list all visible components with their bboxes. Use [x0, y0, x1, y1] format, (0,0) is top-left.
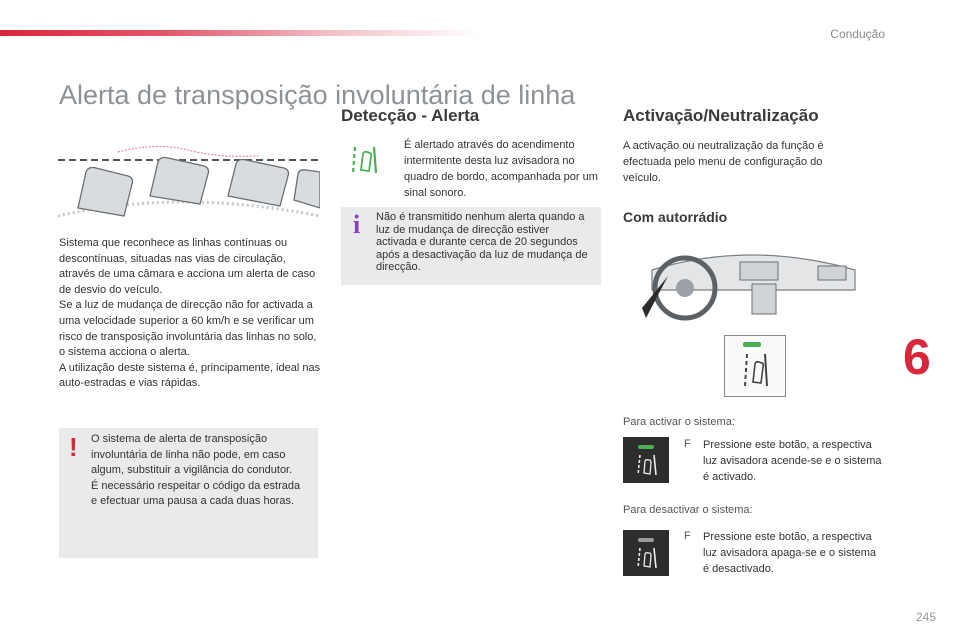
activation-intro: A activação ou neutralização da função é efectuada pelo menu de configuração do veículo. [623, 140, 824, 184]
deactivate-step: Pressione este botão, a respectiva luz avisadora apaga-se e o sistema é desactivado. [703, 531, 877, 575]
info-text: Não é transmitido nenhum alerta quando a luz de mudança de direcção estiver activada e durante cerca de 20 segundos após a desactivação da luz de mudança de direcção. [376, 211, 588, 274]
section-label: Condução [830, 27, 885, 41]
intro-text [59, 236, 321, 392]
activate-step: Pressione este botão, a respectiva luz avisadora acende-se e o sistema é activado. [703, 439, 882, 483]
car-lane-drift-icon [58, 138, 320, 220]
dashboard-illustration [640, 240, 860, 325]
intro-paragraph: Se a luz de mudança de direcção não for activada a uma velocidade superior a 60 km/h e se verificar um risco de transposição involuntária das linhas no solo, o sistema acciona o alerta. [59, 299, 317, 359]
warning-paragraph: É necessário respeitar o código da estrada e efectuar uma pausa a cada duas horas. [91, 479, 301, 508]
lane-assist-on-icon [623, 437, 669, 483]
header-accent-bar [0, 30, 480, 36]
deactivate-button[interactable] [623, 530, 669, 576]
warning-box [59, 428, 318, 558]
bullet: F [684, 438, 691, 450]
activate-button[interactable] [623, 437, 669, 483]
info-icon: i [353, 210, 361, 239]
dashboard-icon [640, 240, 860, 325]
warning-paragraph: O sistema de alerta de transposição involuntária de linha não pode, em caso algum, substituir a vigilância do condutor. [91, 433, 293, 477]
exclamation-icon: ! [69, 432, 78, 462]
alert-text: É alertado através do acendimento intermitente desta luz avisadora no quadro de bordo, acompanhada por um sinal sonoro. [404, 139, 598, 199]
detection-heading: Detecção - Alerta [341, 106, 480, 125]
bullet: F [684, 530, 691, 542]
warning-text [91, 432, 303, 510]
lane-assist-off-icon [623, 530, 669, 576]
radio-subheading: Com autorrádio [623, 209, 728, 225]
info-box [341, 207, 601, 285]
activate-label: Para activar o sistema: [623, 416, 735, 428]
lane-departure-illustration [58, 138, 320, 220]
lane-warning-green-icon [348, 144, 380, 176]
intro-paragraph: Sistema que reconhece as linhas contínuas ou descontínuas, situadas nas vias de circulação, através de uma câmara e acciona um alerta de caso de desvio do veículo. [59, 237, 316, 296]
page-title: Alerta de transposição involuntária de linha [59, 80, 576, 111]
activation-heading: Activação/Neutralização [623, 106, 819, 125]
lane-warning-lamp [348, 144, 380, 176]
deactivate-label: Para desactivar o sistema: [623, 504, 753, 516]
lane-button-closeup-icon [725, 336, 785, 396]
button-closeup [724, 335, 786, 397]
intro-paragraph: A utilização deste sistema é, principamente, ideal nas auto-estradas e vias rápidas. [59, 361, 321, 390]
page-number: 245 [916, 610, 937, 624]
chapter-number: 6 [903, 329, 931, 385]
